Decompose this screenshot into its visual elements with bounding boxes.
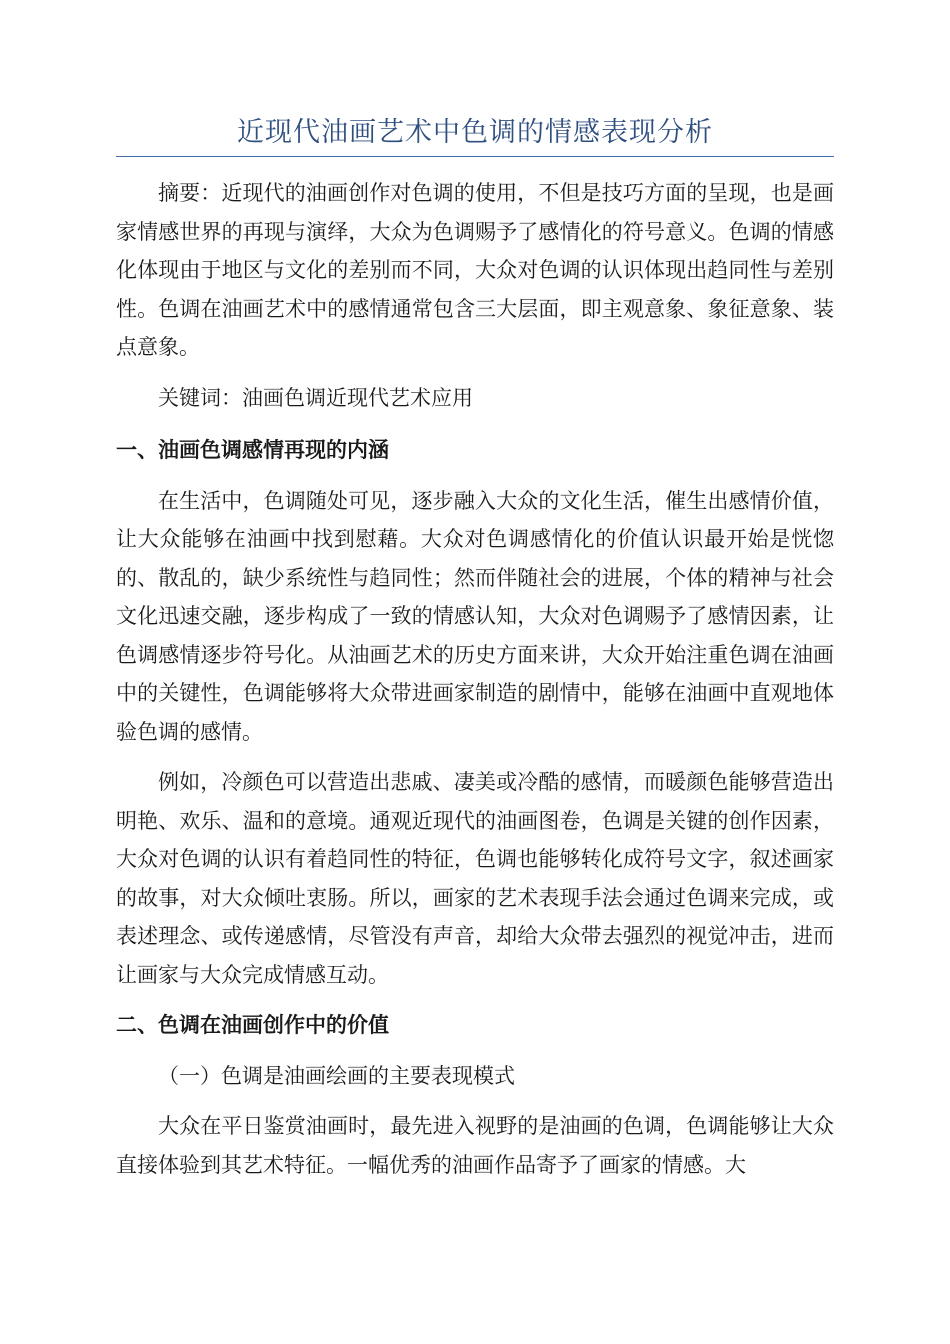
title-underline xyxy=(116,156,834,157)
abstract-paragraph: 摘要：近现代的油画创作对色调的使用，不但是技巧方面的呈现，也是画家情感世界的再现与演绎，大众为色调赐予了感情化的符号意义。色调的情感化体现由于地区与文化的差别而不同，大众对色调的认识体现出趋同性与差别性。色调在油画艺术中的感情通常包含三大层面，即主观意象、象征意象、装点意象。 xyxy=(116,181,834,359)
document-title: 近现代油画艺术中色调的情感表现分析 xyxy=(237,117,713,148)
subsection-heading-1: （一）色调是油画绘画的主要表现模式 xyxy=(158,1063,515,1088)
section-heading-1: 一、油画色调感情再现的内涵 xyxy=(116,438,389,462)
section2-paragraph-1: 大众在平日鉴赏油画时，最先进入视野的是油画的色调，色调能够让大众直接体验到其艺术特征。一幅优秀的油画作品寄予了画家的情感。大 xyxy=(116,1114,834,1177)
section1-paragraph-1: 在生活中，色调随处可见，逐步融入大众的文化生活，催生出感情价值，让大众能够在油画中找到慰藉。大众对色调感情化的价值认识最开始是恍惚的、散乱的，缺少系统性与趋同性；然而伴随社会的进展，个体的精神与社会文化迅速交融，逐步构成了一致的情感认知，大众对色调赐予了感情因素，让色调感情逐步符号化。从油画艺术的历史方面来讲，大众开始注重色调在油画中的关键性，色调能够将大众带进画家制造的剧情中，能够在油画中直观地体验色调的感情。 xyxy=(116,488,834,744)
document-body xyxy=(116,174,834,1184)
section1-paragraph-2: 例如，冷颜色可以营造出悲戚、凄美或冷酷的感情，而暖颜色能够营造出明艳、欢乐、温和的意境。通观近现代的油画图卷，色调是关键的创作因素，大众对色调的认识有着趋同性的特征，色调也能够转化成符号文字，叙述画家的故事，对大众倾吐衷肠。所以，画家的艺术表现手法会通过色调来完成，或表述理念、或传递感情，尽管没有声音，却给大众带去强烈的视觉冲击，进而让画家与大众完成情感互动。 xyxy=(116,770,834,987)
section-heading-2: 二、色调在油画创作中的价值 xyxy=(116,1013,389,1037)
keywords-line: 关键词：油画色调近现代艺术应用 xyxy=(158,385,473,410)
